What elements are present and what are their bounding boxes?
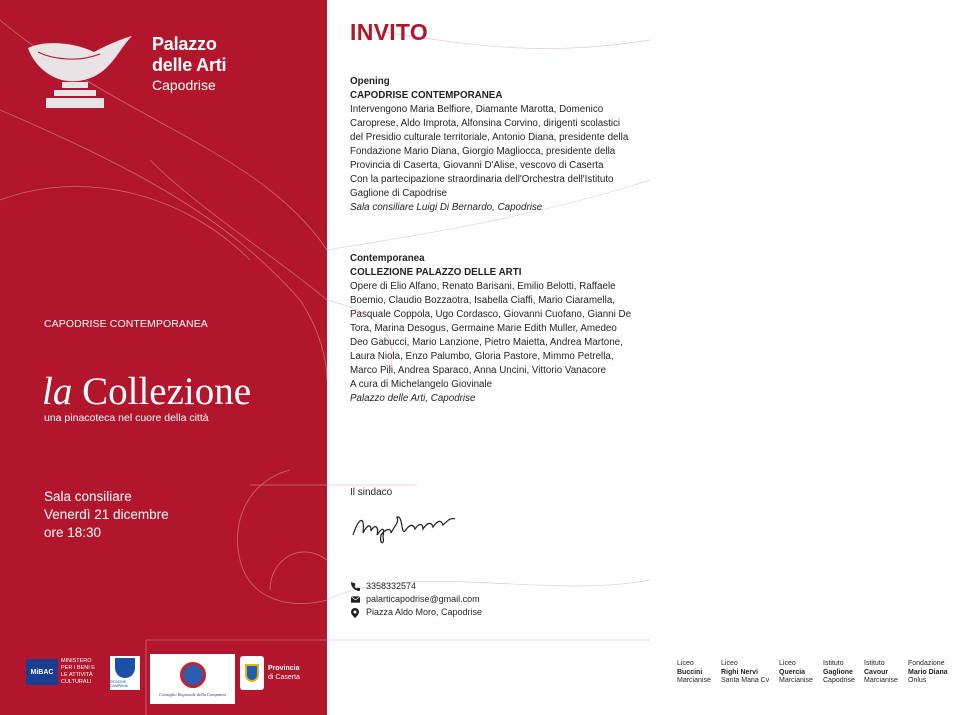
school-type: Istituto xyxy=(823,660,844,667)
opening-body: Intervengono Maria Belfiore, Diamante Marotta, Domenico Caroprese, Aldo Improta, Alfonsina Corvino, dirigenti scolastici del Presidio culturale territoriale, Antonio Diana, presidente della Fondazione Mario Diana, Giorgio Magliocca, presidente della Provincia di Caserta, Giovanni D'Alise, vescovo di Caserta xyxy=(350,104,629,171)
school-type: Fondazione xyxy=(908,660,945,667)
opening-label: Opening xyxy=(350,76,390,87)
main-title xyxy=(42,370,251,414)
signature-icon xyxy=(349,505,459,545)
school-type: Istituto xyxy=(864,660,885,667)
school-item xyxy=(908,660,948,686)
opening-section xyxy=(350,75,635,215)
contact-email-row xyxy=(350,593,482,606)
email-icon xyxy=(350,595,360,605)
mibac-text: MINISTERO PER I BENI E LE ATTIVITÀ CULTURALI xyxy=(61,658,95,685)
provincia-crest-icon xyxy=(240,656,264,690)
school-town: Marcianise xyxy=(864,677,898,684)
school-town: Capodrise xyxy=(823,677,855,684)
school-town: Marcianise xyxy=(779,677,813,684)
main-title-word: Collezione xyxy=(82,370,252,413)
main-subtitle: una pinacoteca nel cuore della città xyxy=(44,412,209,424)
provincia-text xyxy=(268,664,300,682)
school-name: Gaglione xyxy=(823,668,853,676)
school-type: Liceo xyxy=(677,660,694,667)
consiglio-caption: Consiglio Regionale della Campania xyxy=(159,691,226,697)
right-panel xyxy=(327,0,948,715)
school-item xyxy=(677,660,711,686)
school-item xyxy=(779,660,813,686)
contemporanea-section xyxy=(350,252,635,406)
regione-campania-logo xyxy=(110,656,140,690)
school-name: Quercia xyxy=(779,668,806,676)
venue-line: Venerdì 21 dicembre xyxy=(44,507,169,522)
contact-address-row xyxy=(350,606,482,619)
school-name: Mario Diana xyxy=(908,668,948,676)
brand-line-3: Capodrise xyxy=(152,77,216,93)
contemporanea-location: Palazzo delle Arti, Capodrise xyxy=(350,393,476,404)
sindaco-label: Il sindaco xyxy=(350,487,393,498)
phone-icon xyxy=(350,582,360,592)
school-name: Cavour xyxy=(864,668,889,676)
contacts-block xyxy=(350,580,482,619)
contact-email[interactable]: palarticapodrise@gmail.com xyxy=(366,594,480,604)
school-name: Righi Nervi xyxy=(721,668,758,676)
main-title-article: la xyxy=(42,370,73,413)
palazzo-delle-arti-logo-icon xyxy=(24,30,134,116)
contemporanea-body: Opere di Elio Alfano, Renato Barisani, Emilio Belotti, Raffaele Boemio, Claudio Bozzaotra, Isabella Ciaffi, Mario Ciaramella, Pasquale Coppola, Ugo Cordasco, Giovanni Cuofano, Gianni De Tora, Marina Desogus, Germaine Marie Edith Muller, Amedeo Deo Gabucci, Mario Lanzione, Pietro Maietta, Andrea Martone, Laura Niola, Enzo Palumbo, Gloria Pastore, Mimmo Petrella, Marco Pili, Andrea Sparaco, Anna Uncini, Vittorio Vanacore xyxy=(350,281,632,376)
contact-address: Piazza Aldo Moro, Capodrise xyxy=(366,607,483,617)
school-town: Santa Maria Cv xyxy=(721,677,770,684)
event-kicker: CAPODRISE CONTEMPORANEA xyxy=(44,318,208,330)
footer-schools xyxy=(654,660,977,700)
school-town: Marcianise xyxy=(677,677,711,684)
school-item xyxy=(823,660,855,686)
contemporanea-label: Contemporanea xyxy=(350,253,425,264)
consiglio-regionale-logo xyxy=(150,654,235,704)
opening-heading: CAPODRISE CONTEMPORANEA xyxy=(350,90,503,101)
contemporanea-curator: A cura di Michelangelo Giovinale xyxy=(350,379,493,390)
contemporanea-heading: COLLEZIONE PALAZZO DELLE ARTI xyxy=(350,267,522,278)
venue-block xyxy=(44,488,169,542)
school-item xyxy=(721,660,769,686)
opening-body-2: Con la partecipazione straordinaria dell'Orchestra dell'Istituto Gaglione di Capodrise xyxy=(350,174,614,199)
school-item xyxy=(864,660,898,686)
brand-block xyxy=(152,34,226,94)
campania-shield-icon xyxy=(115,658,135,678)
venue-line: ore 18:30 xyxy=(44,525,102,540)
school-type: Liceo xyxy=(721,660,738,667)
campania-caption: REGIONE CAMPANIA xyxy=(110,680,129,688)
brand-line-1: Palazzo xyxy=(152,34,217,54)
provincia-line-1: Provincia xyxy=(268,665,300,672)
location-pin-icon xyxy=(350,608,360,618)
invito-heading: INVITO xyxy=(350,19,429,45)
left-panel xyxy=(0,0,327,715)
contact-phone: 3358332574 xyxy=(366,581,417,591)
venue-line: Sala consiliare xyxy=(44,489,132,504)
mibac-icon: MiBAC xyxy=(26,659,58,685)
mibac-logo xyxy=(26,658,101,686)
school-town: Onlus xyxy=(908,677,927,684)
provincia-caserta-logo xyxy=(240,656,300,690)
school-type: Liceo xyxy=(779,660,796,667)
contact-phone-row xyxy=(350,580,482,593)
footer-logos xyxy=(0,650,327,715)
consiglio-emblem-icon xyxy=(180,662,206,688)
provincia-line-2: di Caserta xyxy=(268,674,300,681)
brand-line-2: delle Arti xyxy=(152,55,227,75)
school-name: Buccini xyxy=(677,668,703,676)
opening-location: Sala consiliare Luigi Di Bernardo, Capodrise xyxy=(350,202,543,213)
